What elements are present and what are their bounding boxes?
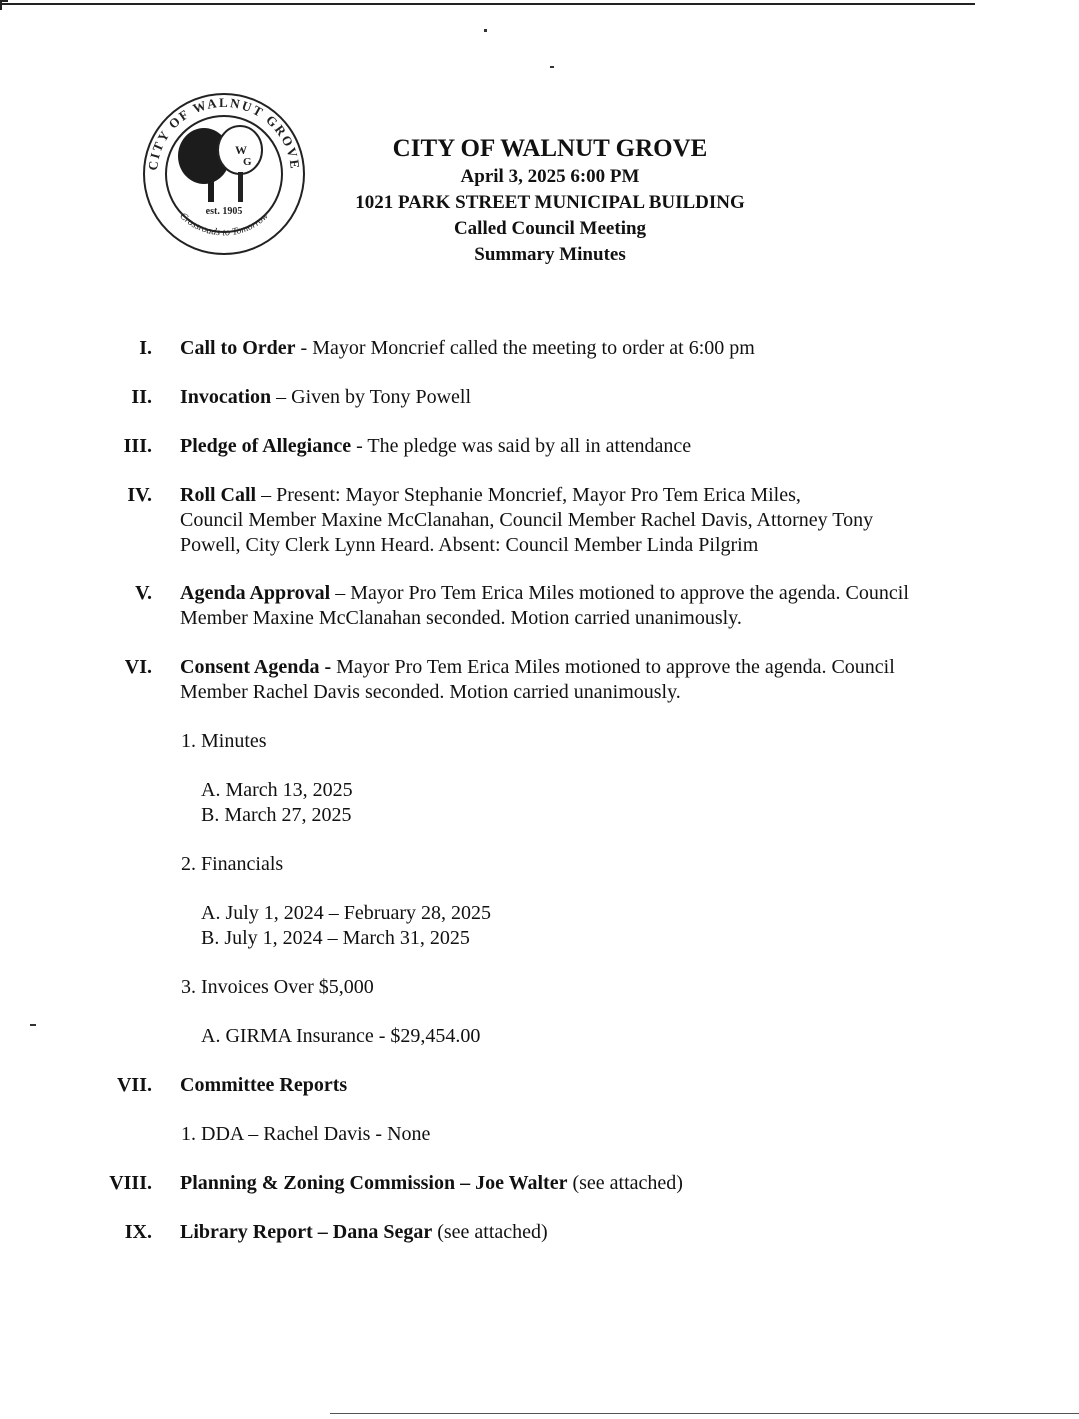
seal-monogram-w: W bbox=[235, 143, 247, 157]
list-subitem: A. March 13, 2025 bbox=[201, 779, 353, 801]
section-body bbox=[180, 434, 980, 459]
list-item-financials: 2. Financials bbox=[181, 853, 284, 875]
section-body bbox=[180, 1073, 980, 1098]
seal-established: est. 1905 bbox=[205, 206, 243, 217]
section-numeral: IX. bbox=[124, 1221, 152, 1243]
section-title: Consent Agenda - bbox=[180, 656, 332, 678]
section-text: - The pledge was said by all in attendance bbox=[351, 435, 692, 457]
scan-speck bbox=[484, 29, 487, 32]
list-item-dda: 1. DDA – Rachel Davis - None bbox=[181, 1123, 431, 1145]
list-subitem: A. GIRMA Insurance - $29,454.00 bbox=[201, 1025, 481, 1047]
section-text-line: Council Member Maxine McClanahan, Council Member Rachel Davis, Attorney Tony bbox=[180, 509, 874, 531]
scan-corner-mark bbox=[0, 0, 8, 10]
list-item-minutes: 1. Minutes bbox=[181, 730, 267, 752]
section-text: - Mayor Moncrief called the meeting to order at 6:00 pm bbox=[295, 337, 755, 359]
document-header bbox=[300, 134, 800, 268]
section-body bbox=[180, 336, 980, 361]
meeting-location: 1021 PARK STREET MUNICIPAL BUILDING bbox=[355, 192, 745, 213]
seal-ring-text: CITY OF WALNUT GROVE bbox=[144, 94, 304, 172]
section-body bbox=[180, 1171, 980, 1196]
section-title: Committee Reports bbox=[180, 1074, 348, 1096]
section-numeral: I. bbox=[139, 337, 152, 359]
section-text: – Given by Tony Powell bbox=[271, 386, 472, 408]
section-title: Roll Call bbox=[180, 484, 257, 506]
section-body bbox=[180, 581, 980, 631]
section-body bbox=[180, 385, 980, 410]
section-numeral: V. bbox=[135, 582, 152, 604]
section-text-line: Mayor Pro Tem Erica Miles motioned to approve the agenda. Council bbox=[331, 656, 895, 678]
section-numeral: VII. bbox=[116, 1074, 152, 1096]
seal-monogram-g: G bbox=[243, 156, 252, 168]
city-seal bbox=[140, 90, 308, 258]
section-title: Call to Order bbox=[180, 337, 296, 359]
document-type: Summary Minutes bbox=[474, 244, 626, 265]
section-text-line: – Present: Mayor Stephanie Moncrief, Mayor Pro Tem Erica Miles, bbox=[256, 484, 801, 506]
meeting-datetime: April 3, 2025 6:00 PM bbox=[460, 166, 640, 187]
scan-edge-bottom bbox=[330, 1413, 1079, 1414]
section-text: (see attached) bbox=[432, 1221, 548, 1243]
scan-speck bbox=[30, 1024, 36, 1026]
section-title: Library Report – Dana Segar bbox=[180, 1221, 433, 1243]
section-numeral: IV. bbox=[127, 484, 152, 506]
section-numeral: VIII. bbox=[109, 1172, 152, 1194]
section-numeral: VI. bbox=[124, 656, 152, 678]
city-name: CITY OF WALNUT GROVE bbox=[392, 135, 708, 162]
section-title: Invocation bbox=[180, 386, 272, 408]
section-numeral: III. bbox=[123, 435, 152, 457]
list-subitem: B. March 27, 2025 bbox=[201, 804, 352, 826]
section-body bbox=[180, 1220, 980, 1245]
scan-speck bbox=[550, 66, 554, 68]
section-text: (see attached) bbox=[567, 1172, 683, 1194]
section-text-line: Member Rachel Davis seconded. Motion carried unanimously. bbox=[180, 681, 681, 703]
section-text-line: Member Maxine McClanahan seconded. Motion carried unanimously. bbox=[180, 607, 742, 629]
section-numeral: II. bbox=[131, 386, 152, 408]
section-title: Agenda Approval bbox=[180, 582, 331, 604]
section-body bbox=[180, 655, 980, 705]
section-title: Pledge of Allegiance bbox=[180, 435, 352, 457]
list-subitem: B. July 1, 2024 – March 31, 2025 bbox=[201, 927, 470, 949]
meeting-type: Called Council Meeting bbox=[453, 218, 647, 239]
list-item-invoices: 3. Invoices Over $5,000 bbox=[181, 976, 374, 998]
list-subitem: A. July 1, 2024 – February 28, 2025 bbox=[201, 902, 491, 924]
seal-motto: Crossroads to Tomorrow bbox=[177, 210, 271, 239]
section-text-line: – Mayor Pro Tem Erica Miles motioned to approve the agenda. Council bbox=[330, 582, 909, 604]
scan-edge-top bbox=[0, 3, 975, 5]
section-title: Planning & Zoning Commission – Joe Walter bbox=[180, 1172, 568, 1194]
section-body bbox=[180, 483, 980, 558]
section-text-line: Powell, City Clerk Lynn Heard. Absent: Council Member Linda Pilgrim bbox=[180, 534, 759, 556]
